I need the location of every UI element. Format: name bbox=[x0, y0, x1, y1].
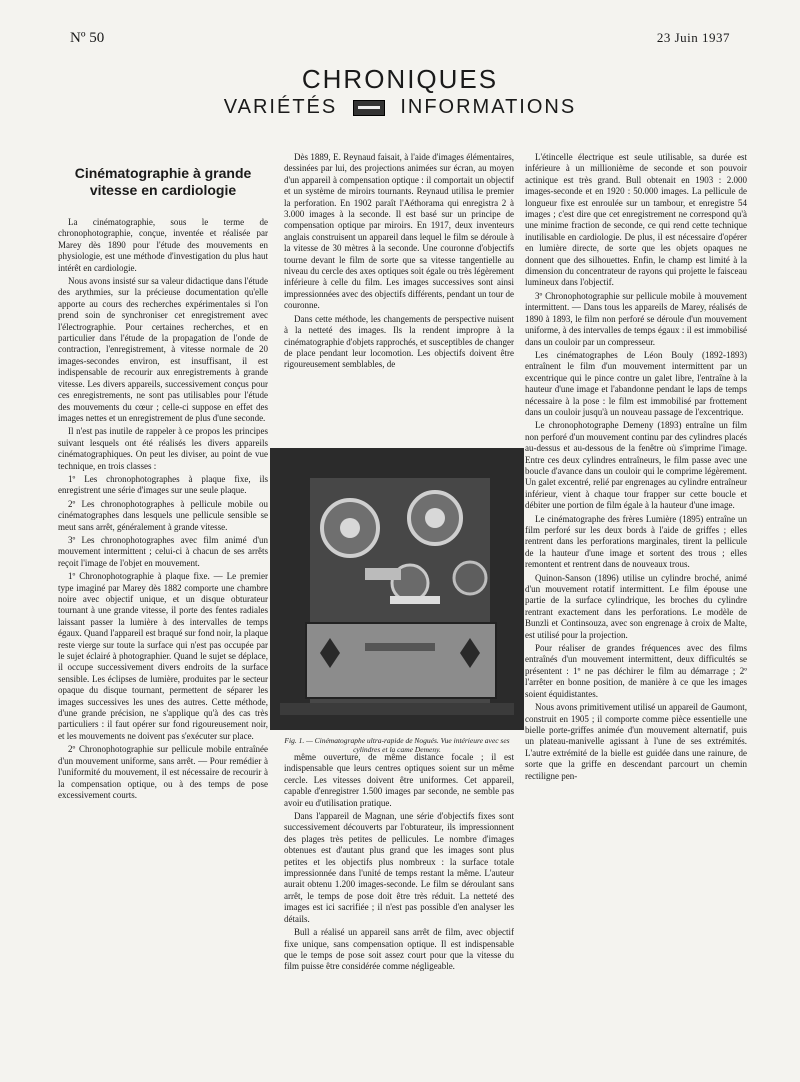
paragraph: Les cinématographes de Léon Bouly (1892-1893) entraînent le film d'un mouvement intermittent par un excentrique qui le pince contre un galet libre, l'entraîne à la hauteur d'une image et l'abandonne pendant le laps de temps nécessaire à la pose : le film est immobilisé par frottement dans un couloir jusqu'à un nouveau passage de l'excentrique. bbox=[525, 349, 747, 417]
paragraph: Le cinématographe des frères Lumière (1895) entraîne un film perforé sur les deux bords à l'aide de griffes ; elles rentrent dans les perforations marginales, tirent la pellicule de la hauteur d'une image et sortent des trous ; elles remontent et rentrent dans de nouveaux trous. bbox=[525, 513, 747, 570]
column-2-bottom bbox=[284, 752, 514, 1052]
masthead-subtitle bbox=[0, 96, 800, 119]
paragraph: Dans l'appareil de Magnan, une série d'objectifs fixes sont successivement découverts par l'obturateur, ils impressionnent des plages très petites de pellicules. Le nombre d'images obtenues est d'autant plus grand que les images sont plus petites et les objectifs plus nombreux : la surface totale impressionnée dans l'unité de temps restant la même. L'auteur aurait obtenu 1.200 images-seconde. Le film se déroulant sans arrêt, le temps de pose doit être très réduit. La netteté des images est ici sacrifiée ; il n'est pas possible d'en analyser les détails. bbox=[284, 811, 514, 924]
figure-photo bbox=[270, 448, 524, 734]
article-title: Cinématographie à grande vitesse en cardiologie bbox=[74, 165, 252, 198]
paragraph: Le chronophotographe Demeny (1893) entraîne un film non perforé d'un mouvement continu par des cylindres placés au-dessus et au-dessous de la fenêtre où s'imprime l'image. Entre ces deux cylindres entraîneurs, le film passe avec une boucle d'avance dans un couloir qui le comprime légèrement. Un galet excentré, relié par engrenages au cylindre entraîneur inférieur, vient à chaque tour frapper sur cette boucle et débiter une portion de film égale à la hauteur d'une image. bbox=[525, 420, 747, 511]
paragraph: même ouverture, de même distance focale ; il est indispensable que leurs centres optiques soient sur un même cercle. Les vitesses doivent être uniformes. Cet appareil, capable d'enregistrer 1.500 images par seconde, ne semble pas avoir eu d'utilisation pratique. bbox=[284, 752, 514, 808]
camera-apparatus-image bbox=[270, 448, 524, 730]
paragraph: Dans cette méthode, les changements de perspective nuisent à la netteté des images. Ils la rendent impropre à la cinématographie d'objets rapprochés, et susceptibles de changer de place pendant leur locomotion. Les objectifs doivent être rigoureusement semblables, de bbox=[284, 313, 514, 370]
issue-number: Nº 50 bbox=[70, 30, 105, 46]
paragraph: 3º Les chronophotographes avec film animé d'un mouvement intermittent ; celui-ci à chacun de ses arrêts reçoit l'image de l'objet en mouvement. bbox=[58, 534, 268, 568]
masthead-left: VARIÉTÉS bbox=[223, 96, 338, 119]
paragraph: 3º Chronophotographie sur pellicule mobile à mouvement intermittent. — Dans tous les appareils de Marey, réalisés de 1890 à 1893, le film non perforé se déroule d'un mouvement uniforme, à des intervalles de temps égaux : il est immobilisé dans un couloir par un compresseur. bbox=[525, 290, 747, 347]
masthead-right: INFORMATIONS bbox=[400, 96, 577, 119]
paragraph: 2º Les chronophotographes à pellicule mobile ou cinématographes dans lesquels une pellicule sensible se meut sans arrêt, généralement à grande vitesse. bbox=[58, 498, 268, 532]
paragraph: Il n'est pas inutile de rappeler à ce propos les principes suivant lesquels ont été réalisés les divers appareils cinématographiques. On peut les diviser, au point de vue technique, en trois classes : bbox=[58, 426, 268, 471]
ornament-icon bbox=[353, 100, 385, 116]
paragraph: 1º Les chronophotographes à plaque fixe, ils enregistrent une série d'images sur une seule plaque. bbox=[58, 473, 268, 496]
masthead-title: CHRONIQUES bbox=[301, 64, 499, 94]
issue-date: 23 Juin 1937 bbox=[656, 30, 730, 45]
paragraph: Nous avons primitivement utilisé un appareil de Gaumont, construit en 1905 ; il comporte comme pièce essentielle une bielle porte-griffes animée d'un mouvement alternatif, puis un plateau-manivelle agissant à l'une de ses extrémités. L'autre extrémité de la bielle est guidée dans une rainure, de sorte que la griffe en descendant parcourt un chemin rectiligne pen- bbox=[525, 702, 747, 781]
column-3 bbox=[525, 152, 747, 1052]
paragraph: Bull a réalisé un appareil sans arrêt de film, avec objectif fixe unique, sans compensation optique. Il est indispensable que le temps de pose soit assez court pour que la vitesse du film puisse être considérée comme négligeable. bbox=[284, 927, 514, 972]
paragraph: 1º Chronophotographie à plaque fixe. — Le premier type imaginé par Marey dès 1882 comporte une chambre noire avec objectif unique, et un disque obturateur tournant à une grande vitesse, il porte des fentes radiales laissant passer la lumière à des intervalles de temps égaux. Quand l'appareil est braqué sur fond noir, la plaque reste vierge sur toute la surface qui n'est pas occupée par le sujet éclairé à photographier. Quand le sujet se déplace, il occupe successivement divers endroits de la surface sensible. Les éclipses de lumière, produites par le secteur opaque du disque tournant, permettent de séparer les images successives les unes des autres. Cette méthode, d'une grande précision, ne s'applique qu'à des cas très particuliers : il faut opérer sur fond rigoureusement noir, et les mouvements ne doivent pas s'exécuter sur place. bbox=[58, 571, 268, 741]
paragraph: Nous avons insisté sur sa valeur didactique dans l'étude des arythmies, sur la précieuse documentation qu'elle apporte au cours des recherches expérimentales si l'on prend soin de synchroniser cet enregistrement avec l'électrographie. Pour certaines recherches, et en particulier dans l'étude de la propagation de l'onde de contraction, l'enregistrement, à vitesse normale de 20 images-secondes environ, est insuffisant, il est indispensable de recourir aux enregistrements à grande vitesse. Les divers appareils, successivement conçus pour ces enregistrements, ne sont pas utilisables pour l'étude des mouvements du cœur ; celle-ci suppose en effet des images nettes et un enregistrement de plus d'une seconde. bbox=[58, 276, 268, 423]
paragraph: Dès 1889, E. Reynaud faisait, à l'aide d'images élémentaires, dessinées par lui, des projections animées sur écran, au moyen d'un appareil à compensation optique : il comportait un objectif et un système de miroirs tournants. Reynaud utilisa le premier la perforation. En 1902 paraît l'Aéthorama qui enregistra 2 à 3.000 images à la seconde. Il est basé sur un principe de compensation optique par miroirs. En 1917, deux inventeurs anglais construisent un appareil dans lequel le film se déroule à la vitesse de 30 mètres à la seconde. Une couronne d'objectifs tourne devant le film de sorte que sa vitesse tangentielle au niveau du cercle des axes optiques soit égale ou très légèrement inférieure à celle du film. Les images successives sont ainsi impressionnées avec des objectifs différents, pendant un tour de couronne. bbox=[284, 152, 514, 311]
paragraph: La cinématographie, sous le terme de chronophotographie, conçue, inventée et réalisée par Marey dès 1890 pour l'étude des mouvements en physiologie, est une méthode d'investigation du plus haut intérêt en cardiologie. bbox=[58, 217, 268, 273]
figure-caption: Fig. 1. — Cinématographe ultra-rapide de Nogués. Vue intérieure avec ses cylindres et la came Demeny. bbox=[284, 736, 510, 754]
paragraph: L'étincelle électrique est seule utilisable, sa durée est inférieure à un millionième de seconde et son pouvoir actinique est très grand. Bull obtenait en 1903 : 2.000 images-seconde et en 1920 : 50.000 images. La pellicule de longueur fixe est enroulée sur un tambour, et enregistre 54 images ; c'est dire que cet enregistrement ne correspond qu'à une minime fraction de seconde, ce qui rend cette technique inutilisable en cardiologie. De plus, il est nécessaire d'opérer en lumière directe, de sorte que les objets opaques ne donnent que des silhouettes. Enfin, le champ est limité à la dimension du concentrateur de rayons qui projette le faisceau lumineux dans l'objectif. bbox=[525, 152, 747, 288]
column-2-top bbox=[284, 152, 514, 442]
paragraph: Pour réaliser de grandes fréquences avec des films entraînés d'un mouvement intermittent, deux difficultés se présentent : 1º ne pas déchirer le film au démarrage ; 2º l'arrêter en bonne position, de manière à ce que les images soient équidistantes. bbox=[525, 643, 747, 699]
paragraph: Quinon-Sanson (1896) utilise un cylindre broché, animé d'un mouvement rotatif intermittent. Le film épouse une partie de la surface cylindrique, les broches du cylindre rentrant exactement dans les perforations. Le modèle de Bunzli et Continsouza, avec son engrenage à croix de Malte, est utilisé pour la projection. bbox=[525, 572, 747, 640]
column-1-text bbox=[58, 217, 268, 801]
column-1 bbox=[58, 165, 268, 1051]
paragraph: 2º Chronophotographie sur pellicule mobile entraînée d'un mouvement uniforme, sans arrêt. — Pour remédier à l'uniformité du mouvement, il est nécessaire de recourir à la compensation optique, ou à des temps de pose excessivement courts. bbox=[58, 744, 268, 800]
